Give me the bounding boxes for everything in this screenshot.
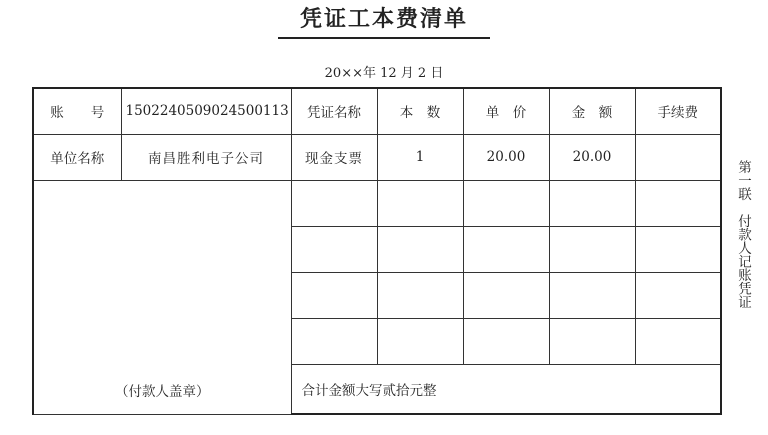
voucher-name-value: 现金支票 — [291, 134, 377, 180]
blank-cell — [549, 318, 635, 364]
blank-row — [33, 180, 721, 226]
total-amount-label: 合计金额大写 — [301, 382, 383, 399]
unit-name-value: 南昌胜利电子公司 — [121, 134, 291, 180]
blank-cell — [291, 180, 377, 226]
blank-cell — [377, 318, 463, 364]
unit-name-label: 单位名称 — [33, 134, 121, 180]
document-title: 凭证工本费清单 — [278, 2, 490, 39]
blank-cell — [463, 226, 549, 272]
blank-cell — [291, 226, 377, 272]
blank-cell — [463, 318, 549, 364]
blank-cell — [549, 180, 635, 226]
fee-value — [635, 134, 721, 180]
blank-cell — [463, 180, 549, 226]
blank-cell — [635, 180, 721, 226]
header-row — [33, 88, 721, 134]
amount-label: 金 额 — [549, 88, 635, 134]
document-date: 20××年 12 月 2 日 — [324, 66, 444, 81]
fee-list-table — [32, 87, 722, 415]
unit-price-label: 单 价 — [463, 88, 549, 134]
document-title-wrap — [0, 2, 768, 39]
blank-cell — [635, 318, 721, 364]
account-label: 账 号 — [33, 88, 121, 134]
total-amount-value: 贰拾元整 — [382, 382, 437, 399]
blank-cell — [291, 272, 377, 318]
blank-cell — [377, 272, 463, 318]
unit-price-value: 20.00 — [463, 134, 549, 180]
account-value — [121, 88, 291, 134]
blank-cell — [549, 272, 635, 318]
fee-label: 手续费 — [635, 88, 721, 134]
total-amount-cell — [291, 364, 721, 414]
payer-seal-area — [33, 180, 291, 414]
quantity-value: 1 — [377, 134, 463, 180]
blank-cell — [377, 180, 463, 226]
blank-cell — [463, 272, 549, 318]
payer-seal-label: （付款人盖章） — [115, 383, 210, 400]
blank-cell — [635, 226, 721, 272]
blank-cell — [549, 226, 635, 272]
blank-cell — [291, 318, 377, 364]
account-number: 1502240509024500113 — [125, 103, 289, 120]
amount-value: 20.00 — [549, 134, 635, 180]
copy-designation: 第一联 付款人记账凭证 — [735, 160, 751, 309]
voucher-name-label: 凭证名称 — [291, 88, 377, 134]
detail-row — [33, 134, 721, 180]
quantity-label: 本 数 — [377, 88, 463, 134]
blank-cell — [377, 226, 463, 272]
blank-cell — [635, 272, 721, 318]
